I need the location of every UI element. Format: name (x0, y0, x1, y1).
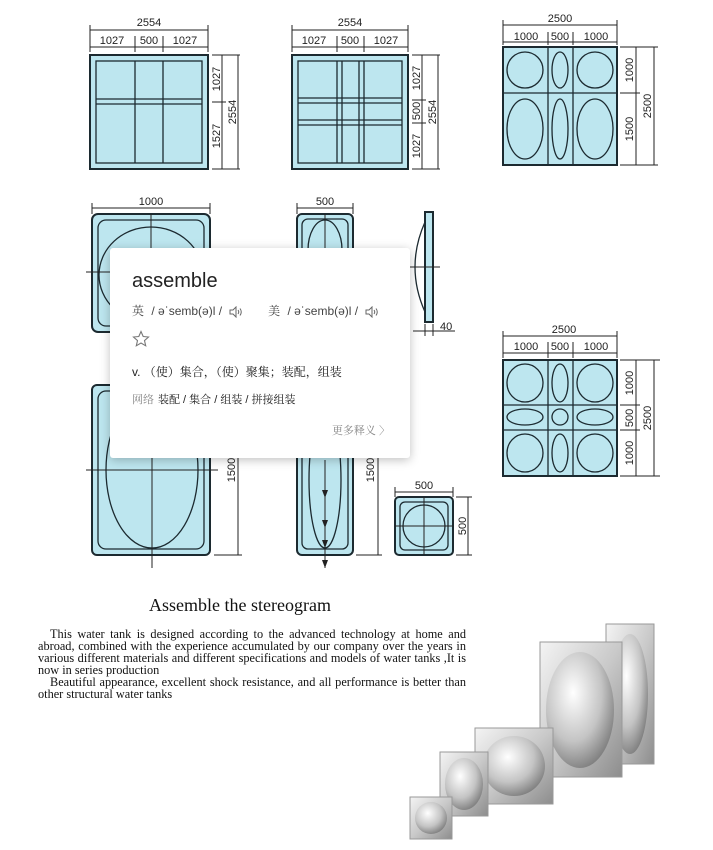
dictionary-popup (110, 248, 410, 458)
speaker-icon[interactable] (365, 306, 379, 318)
dim-d7-right-a: 1000 (624, 370, 636, 396)
dim-d3-right-a: 1000 (624, 57, 636, 83)
dim-d1-right-b: 1527 (211, 123, 223, 149)
dim-d1-seg2: 500 (139, 35, 159, 47)
popup-phonetics (132, 302, 379, 319)
dim-d1-top: 2554 (136, 17, 162, 29)
dim-d3-seg2: 500 (550, 31, 570, 43)
dim-d2-right-total: 2554 (427, 99, 439, 125)
dim-d7-top: 2500 (551, 324, 577, 336)
dim-d7-right-total: 2500 (642, 405, 654, 431)
uk-label: 英 (132, 304, 145, 318)
panel-drawing-2 (292, 17, 440, 169)
dim-d7-seg1: 1000 (513, 341, 539, 353)
dim-d3-top: 2500 (547, 13, 573, 25)
net-label: 网络 (132, 394, 154, 406)
us-phonetic: / əˈsemb(ə)l / (287, 304, 359, 318)
dim-d7-seg3: 1000 (583, 341, 609, 353)
panel-drawing-7 (503, 324, 660, 476)
description-paragraph-1: This water tank is designed according to the advanced technology at home and abroad, combined with the experience accumulated by our company over the years in various different materials and different specifications and models of water tanks ,It is now in series production (38, 627, 466, 677)
dim-d2-right-b: 500 (411, 101, 423, 121)
dim-d4-top: 1000 (138, 196, 164, 208)
dim-d2-right-c: 1027 (411, 133, 423, 159)
dim-d2-seg2: 500 (340, 35, 360, 47)
popup-word: assemble (132, 270, 218, 292)
dim-d2-right-a: 1027 (411, 65, 423, 91)
dim-d1-right-a: 1027 (211, 66, 223, 92)
speaker-icon[interactable] (229, 306, 243, 318)
panel-drawing-10 (395, 480, 472, 555)
dim-d3-right-b: 1500 (624, 116, 636, 142)
panel-drawing-6 (405, 212, 455, 336)
panel-drawing-1 (90, 17, 240, 169)
page-title: Assemble the stereogram (149, 595, 331, 615)
dim-d3-seg1: 1000 (513, 31, 539, 43)
more-definitions-link[interactable]: 更多释义 〉 (331, 425, 390, 437)
dim-d3-right-total: 2500 (642, 93, 654, 119)
dim-d7-right-b: 500 (624, 408, 636, 428)
dim-d6-side: 40 (440, 321, 453, 333)
dim-d2-top: 2554 (337, 17, 363, 29)
description-text (38, 628, 466, 700)
dim-d1-seg3: 1027 (172, 35, 198, 47)
popup-net-meanings (132, 391, 296, 407)
net-values: 装配 / 集合 / 组装 / 拼接组装 (158, 394, 296, 406)
dim-d10-side: 500 (457, 516, 469, 536)
dim-d1-right-total: 2554 (227, 99, 239, 125)
dim-d7-right-c: 1000 (624, 440, 636, 466)
dim-d8-side: 1500 (226, 457, 238, 483)
description-paragraph-2: Beautiful appearance, excellent shock resistance, and all performance is better than other structural water tanks (38, 675, 466, 701)
dim-d3-seg3: 1000 (583, 31, 609, 43)
uk-phonetic: / əˈsemb(ə)l / (151, 304, 223, 318)
star-icon[interactable] (132, 330, 150, 348)
dim-d2-seg3: 1027 (373, 35, 399, 47)
popup-definition: v. （使）集合，（使）聚集；装配，组装 (132, 365, 342, 379)
dim-d1-seg1: 1027 (99, 35, 125, 47)
dim-d10-top: 500 (414, 480, 434, 492)
dim-d5-top: 500 (315, 196, 335, 208)
dim-d2-seg1: 1027 (301, 35, 327, 47)
dim-d7-seg2: 500 (550, 341, 570, 353)
us-label: 美 (268, 304, 281, 318)
dim-d9-side: 1500 (365, 457, 377, 483)
panel-drawing-3 (503, 13, 658, 165)
